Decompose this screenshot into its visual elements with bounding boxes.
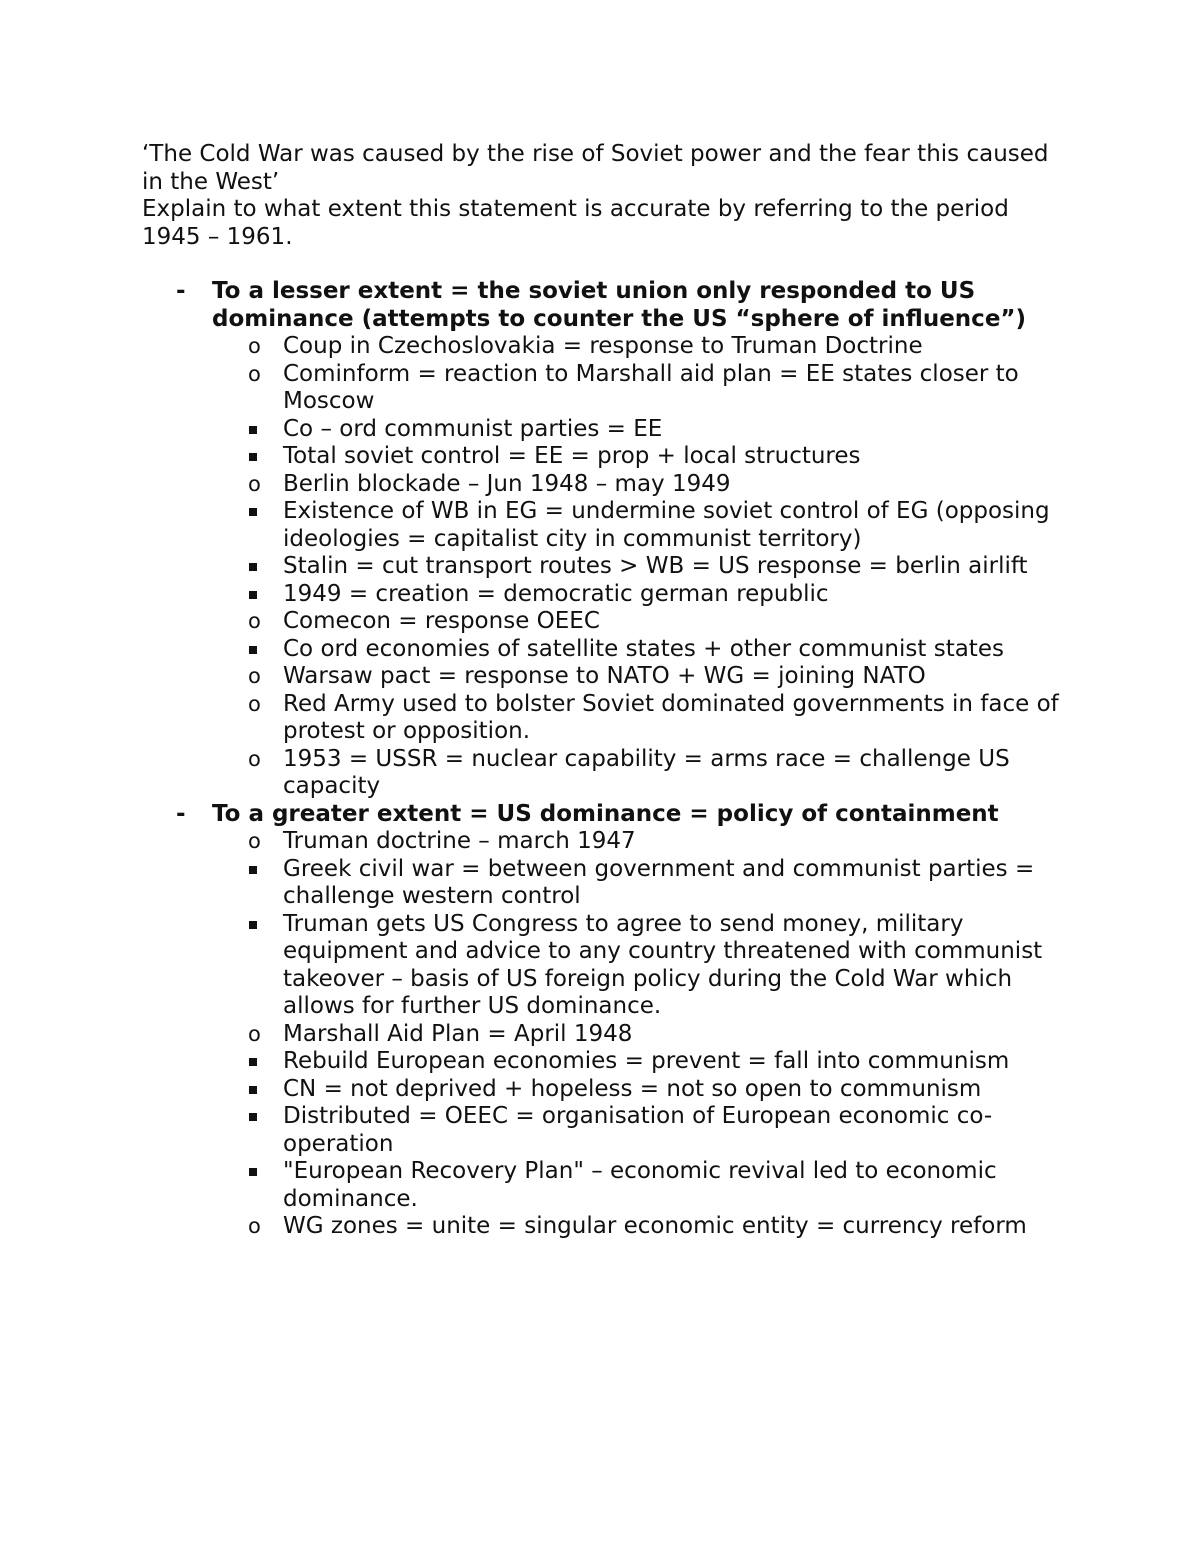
circle-bullet-icon: o (248, 664, 261, 688)
subpoint-list (213, 636, 1062, 664)
subpoint-item (72, 581, 1062, 609)
essay-outline (142, 278, 1062, 1241)
subpoint-text: Total soviet control = EE = prop + local structures (283, 443, 861, 469)
square-bullet-icon (249, 563, 257, 571)
circle-bullet-icon: o (248, 609, 261, 633)
point-text: Red Army used to bolster Soviet dominated governments in face of protest or opposition. (283, 690, 1059, 744)
subpoint-list (213, 416, 1062, 471)
point-list (212, 333, 1062, 801)
subpoint-list (213, 1048, 1062, 1213)
point-text: 1953 = USSR = nuclear capability = arms race = challenge US capacity (283, 745, 1010, 799)
subpoint-text: Distributed = OEEC = organisation of European economic co-operation (283, 1103, 993, 1157)
subpoint-item (72, 911, 1062, 1021)
point-item (142, 1213, 1062, 1241)
circle-bullet-icon: o (248, 829, 261, 853)
essay-prompt (142, 141, 1062, 251)
square-bullet-icon (249, 646, 257, 654)
square-bullet-icon (249, 1113, 257, 1121)
point-list (212, 828, 1062, 1241)
point-item (142, 333, 1062, 361)
point-item (142, 361, 1062, 471)
subpoint-item (72, 1103, 1062, 1158)
circle-bullet-icon: o (248, 334, 261, 358)
square-bullet-icon (249, 921, 257, 929)
essay-quote: ‘The Cold War was caused by the rise of Soviet power and the fear this caused in the West’ (142, 141, 1049, 195)
subpoint-text: "European Recovery Plan" – economic revival led to economic dominance. (283, 1158, 997, 1212)
outline-section (142, 278, 1062, 801)
point-text: Warsaw pact = response to NATO + WG = joining NATO (283, 663, 926, 689)
point-item (142, 608, 1062, 663)
subpoint-text: Co – ord communist parties = EE (283, 415, 663, 442)
subpoint-item (72, 856, 1062, 911)
circle-bullet-icon: o (248, 1021, 261, 1046)
point-item (142, 471, 1062, 609)
subpoint-item (72, 553, 1062, 581)
subpoint-item (72, 636, 1062, 664)
document-page (142, 141, 1062, 1241)
subpoint-text: 1949 = creation = democratic german republic (283, 580, 829, 607)
circle-bullet-icon: o (248, 746, 261, 771)
section-heading: To a greater extent = US dominance = policy of containment (212, 800, 999, 827)
point-item (142, 691, 1062, 746)
point-item (142, 828, 1062, 1021)
point-text: Berlin blockade – Jun 1948 – may 1949 (283, 470, 731, 497)
subpoint-text: Truman gets US Congress to agree to send money, military equipment and advice to any country threatened with communist takeover – basis of US foreign policy during the Cold War which allows for further US dominance. (283, 910, 1043, 1019)
square-bullet-icon (249, 1086, 257, 1094)
point-text: WG zones = unite = singular economic entity = currency reform (283, 1213, 1027, 1239)
essay-task: Explain to what extent this statement is accurate by referring to the period 1945 – 1961. (142, 196, 1009, 250)
point-item (142, 1021, 1062, 1214)
subpoint-item (72, 1048, 1062, 1076)
square-bullet-icon (249, 1168, 257, 1176)
point-text: Coup in Czechoslovakia = response to Truman Doctrine (283, 333, 923, 359)
subpoint-list (213, 856, 1062, 1021)
square-bullet-icon (249, 866, 257, 874)
subpoint-text: CN = not deprived + hopeless = not so open to communism (283, 1075, 982, 1102)
square-bullet-icon (249, 508, 257, 516)
outline-section (142, 801, 1062, 1241)
subpoint-text: Rebuild European economies = prevent = fall into communism (283, 1048, 1010, 1074)
subpoint-text: Co ord economies of satellite states + other communist states (283, 635, 1004, 662)
section-heading: To a lesser extent = the soviet union only responded to US dominance (attempts to counter the US “sphere of influence”) (212, 278, 1027, 332)
square-bullet-icon (249, 453, 257, 461)
point-text: Truman doctrine – march 1947 (283, 828, 636, 854)
subpoint-item (72, 443, 1062, 471)
subpoint-text: Stalin = cut transport routes > WB = US response = berlin airlift (283, 553, 1028, 579)
square-bullet-icon (249, 426, 257, 434)
circle-bullet-icon: o (248, 471, 261, 496)
subpoint-list (213, 498, 1062, 608)
subpoint-item (72, 498, 1062, 553)
point-text: Marshall Aid Plan = April 1948 (283, 1020, 633, 1047)
circle-bullet-icon: o (248, 1214, 261, 1238)
subpoint-item (72, 1076, 1062, 1104)
point-text: Comecon = response OEEC (283, 608, 600, 634)
dash-bullet-icon: - (176, 278, 186, 304)
subpoint-text: Existence of WB in EG = undermine soviet control of EG (opposing ideologies = capitalist city in communist territory) (283, 498, 1050, 552)
point-item (142, 746, 1062, 801)
circle-bullet-icon: o (248, 361, 261, 386)
dash-bullet-icon: - (176, 800, 186, 827)
subpoint-text: Greek civil war = between government and communist parties = challenge western control (283, 855, 1035, 909)
subpoint-item (72, 416, 1062, 444)
point-item (142, 663, 1062, 691)
subpoint-item (72, 1158, 1062, 1213)
circle-bullet-icon: o (248, 691, 261, 716)
square-bullet-icon (249, 1058, 257, 1066)
point-text: Cominform = reaction to Marshall aid plan = EE states closer to Moscow (283, 360, 1019, 414)
square-bullet-icon (249, 591, 257, 599)
